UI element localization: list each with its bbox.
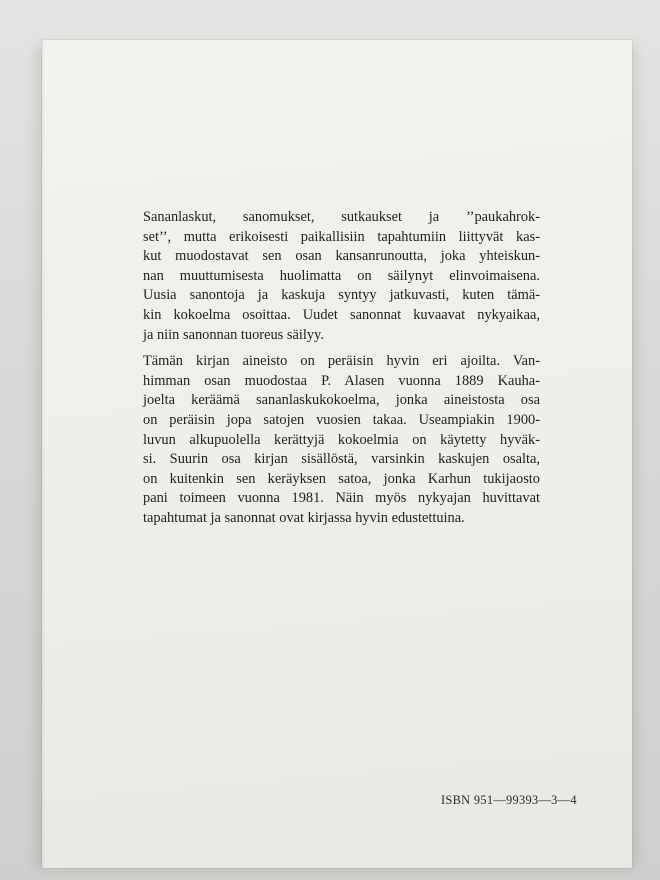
text-line: Tämän kirjan aineisto on peräisin hyvin eri ajoilta. Van- bbox=[143, 353, 540, 370]
text-line: joelta keräämä sananlaskukokoelma, jonka aineistosta osa bbox=[143, 392, 540, 409]
text-line: on kuitenkin sen keräyksen satoa, jonka Karhun tukijaosto bbox=[143, 470, 540, 487]
text-line: nan muuttumisesta huolimatta on säilynyt elinvoimaisena. bbox=[143, 267, 540, 284]
text-line: set’’, mutta erikoisesti paikallisiin tapahtumiin liittyvät kas- bbox=[143, 228, 540, 245]
text-line: pani toimeen vuonna 1981. Näin myös nykyajan huvittavat bbox=[143, 490, 540, 507]
blurb-paragraph-2 bbox=[143, 352, 540, 528]
text-line: ja niin sanonnan tuoreus säilyy. bbox=[143, 326, 324, 343]
text-line: tapahtumat ja sanonnat ovat kirjassa hyvin edustettuina. bbox=[143, 509, 465, 526]
text-line: luvun alkupuolella kerättyjä kokoelmia on käytetty hyväk- bbox=[143, 431, 540, 448]
isbn-label: ISBN 951—99393—3—4 bbox=[441, 793, 577, 807]
text-line: himman osan muodostaa P. Alasen vuonna 1889 Kauha- bbox=[143, 372, 540, 389]
blurb-text bbox=[143, 208, 540, 529]
text-line: Uusia sanontoja ja kaskuja syntyy jatkuvasti, kuten tämä- bbox=[143, 287, 540, 304]
text-line: Sananlaskut, sanomukset, sutkaukset ja ’’paukahrok- bbox=[143, 209, 540, 225]
text-line: kut muodostavat sen osan kansanrunoutta, joka yhteiskun- bbox=[143, 248, 540, 265]
text-line: si. Suurin osa kirjan sisällöstä, varsinkin kaskujen osalta, bbox=[143, 451, 540, 468]
blurb-paragraph-1 bbox=[143, 208, 540, 345]
text-line: on peräisin jopa satojen vuosien takaa. Useampiakin 1900- bbox=[143, 411, 540, 428]
text-line: kin kokoelma osoittaa. Uudet sanonnat kuvaavat nykyaikaa, bbox=[143, 306, 540, 323]
book-edge bbox=[42, 40, 45, 868]
